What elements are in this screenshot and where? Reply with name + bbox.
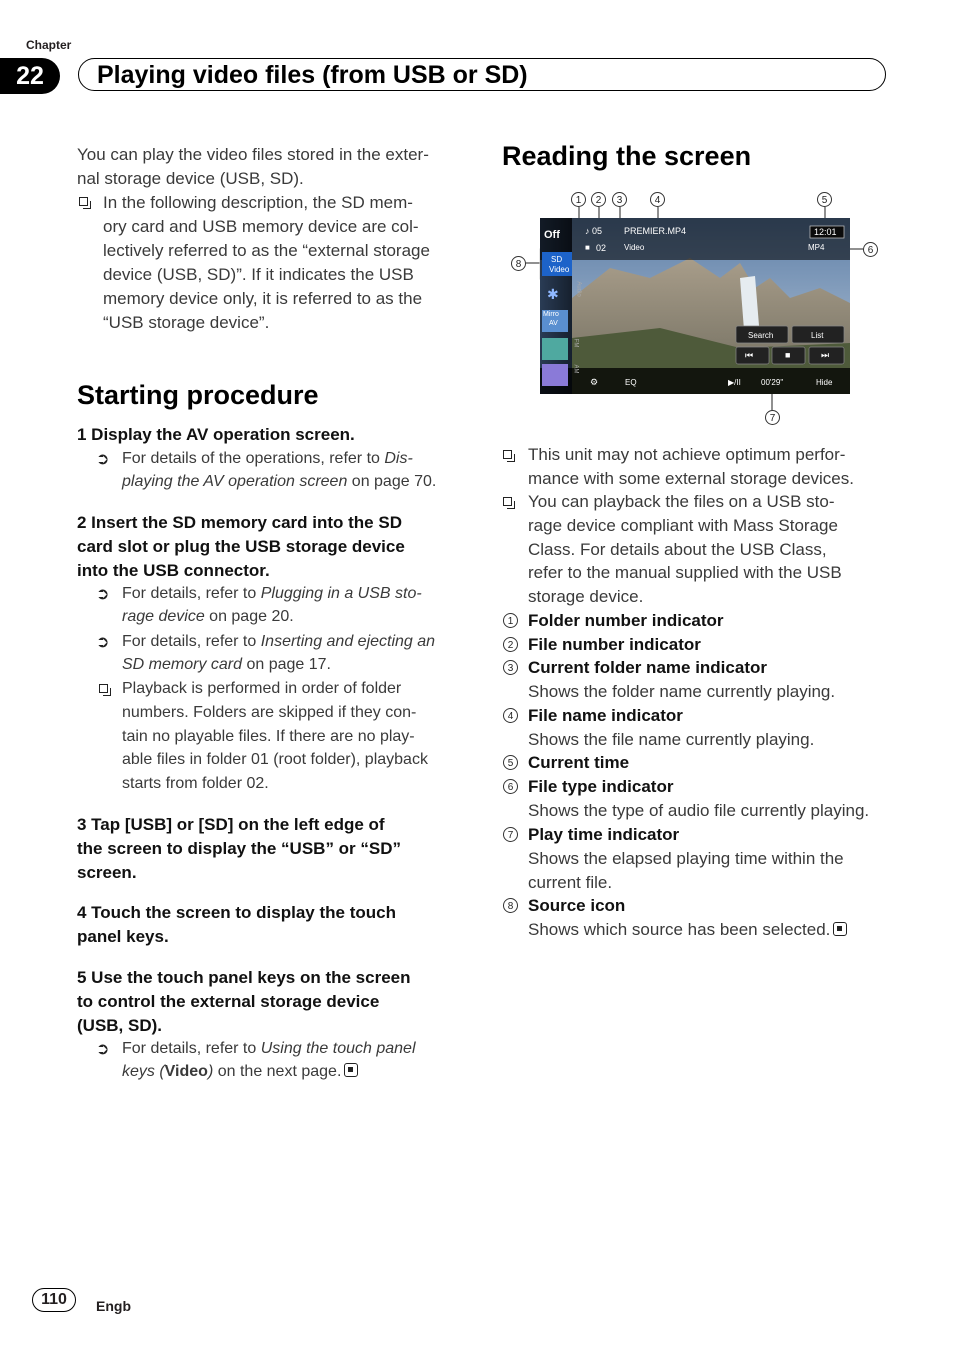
callout-3: 3 <box>612 192 627 207</box>
callout-1: 1 <box>571 192 586 207</box>
step-5-line: 5 Use the touch panel keys on the screen <box>77 968 411 987</box>
step-4-line: panel keys. <box>77 927 169 946</box>
folder-number-indicator: ♪ 05 <box>585 226 603 236</box>
legend-number-6: 6 <box>503 779 518 794</box>
av-screen-image <box>540 218 850 394</box>
ref-text: For details of the operations, refer to <box>122 450 385 467</box>
video-source-label: Video <box>549 265 570 274</box>
note-box-icon <box>503 497 512 506</box>
legend-desc-6: Shows the type of audio file currently playing. <box>528 801 870 820</box>
legend-title-8: Source icon <box>528 896 626 915</box>
audio-tab[interactable]: Audio <box>575 281 582 297</box>
arrow-icon: ➲ <box>96 634 110 651</box>
step-4 <box>77 901 396 949</box>
ref-text: on page 20. <box>204 608 294 625</box>
legend-number-7: 7 <box>503 827 518 842</box>
hide-button[interactable]: Hide <box>816 378 833 387</box>
file-number-indicator: 02 <box>596 243 607 253</box>
legend-desc-line: Shows the elapsed playing time within the <box>528 849 844 868</box>
am-tab[interactable]: AM <box>572 364 579 374</box>
intro-note-line: In the following description, the SD mem- <box>103 193 413 212</box>
settings-gear-icon[interactable]: ⚙ <box>590 377 599 387</box>
legend-number-2: 2 <box>503 637 518 652</box>
legend-number-5: 5 <box>503 755 518 770</box>
intro-note-line: ory card and USB memory device are col- <box>103 217 419 236</box>
step-2-reference-2 <box>122 630 435 676</box>
intro-paragraph <box>77 143 429 191</box>
note-line: This unit may not achieve optimum perfor- <box>528 445 846 464</box>
ref-text: For details, refer to <box>122 633 261 650</box>
ref-link: Plugging in a USB sto- <box>260 585 422 602</box>
note-box-icon <box>503 450 512 459</box>
step-1-reference <box>122 447 436 493</box>
folder-name-indicator: Video <box>624 243 645 252</box>
step-2 <box>77 511 405 583</box>
step-2-line: card slot or plug the USB storage device <box>77 537 405 556</box>
note-line: Playback is performed in order of folder <box>122 680 402 697</box>
ref-link: SD memory card <box>122 656 243 673</box>
note-line: starts from folder 02. <box>122 775 269 793</box>
callout-8: 8 <box>511 256 526 271</box>
language-label: Engb <box>96 1298 131 1314</box>
legend-title-5: Current time <box>528 753 630 772</box>
ref-link: rage device <box>122 608 205 625</box>
intro-note-line: lectively referred to as the “external storage <box>103 241 430 260</box>
legend-title-6: File type indicator <box>528 777 674 796</box>
step-2-line: 2 Insert the SD memory card into the SD <box>77 513 402 532</box>
chapter-title: Playing video files (from USB or SD) <box>97 61 528 89</box>
arrow-icon: ➲ <box>96 451 110 468</box>
end-mark-icon <box>344 1063 358 1077</box>
step-2-reference-1 <box>122 582 422 628</box>
intro-note-line: “USB storage device”. <box>103 313 270 332</box>
legend-title-4: File name indicator <box>528 706 683 725</box>
step-2-note <box>122 677 428 796</box>
list-button[interactable]: List <box>811 331 824 340</box>
step-3-line: 3 Tap [USB] or [SD] on the left edge of <box>77 815 385 834</box>
step-1: 1 Display the AV operation screen. <box>77 425 355 444</box>
play-time-indicator: 00'29" <box>761 378 784 387</box>
ref-link: playing the AV operation screen <box>122 473 348 490</box>
intro-line: You can play the video files stored in the exter- <box>77 145 429 164</box>
ref-text: on page 17. <box>242 656 331 673</box>
play-pause-button[interactable]: ▶/II <box>728 378 741 387</box>
previous-track-button[interactable]: ⏮ <box>745 350 754 360</box>
ref-link: Dis- <box>384 450 413 467</box>
off-button[interactable]: Off <box>544 229 560 241</box>
stop-button[interactable]: ■ <box>785 350 791 360</box>
ref-text: on page 70. <box>347 473 437 490</box>
step-3-line: the screen to display the “USB” or “SD” <box>77 839 402 858</box>
note-line: storage device. <box>528 587 644 607</box>
intro-note-line: device (USB, SD)”. If it indicates the USB <box>103 265 414 284</box>
callout-5: 5 <box>817 192 832 207</box>
step-5-line: to control the external storage device <box>77 992 380 1011</box>
folder-icon: ■ <box>585 243 590 252</box>
note-line: numbers. Folders are skipped if they con- <box>122 703 417 721</box>
current-time: 12:01 <box>814 227 837 237</box>
step-3 <box>77 813 401 885</box>
legend-number-1: 1 <box>503 613 518 628</box>
file-name-indicator: PREMIER.MP4 <box>624 226 687 236</box>
ref-bold: Video <box>164 1063 208 1080</box>
legend-number-4: 4 <box>503 708 518 723</box>
chapter-number-badge: 22 <box>0 58 60 94</box>
callout-4: 4 <box>650 192 665 207</box>
legend-desc-7 <box>528 847 844 895</box>
bluetooth-icon[interactable]: ✱ <box>547 286 559 302</box>
end-mark-icon <box>833 922 847 936</box>
ref-link: ) <box>207 1063 214 1080</box>
note-usb-class <box>528 490 842 609</box>
callout-2: 2 <box>591 192 606 207</box>
ref-link: keys ( <box>122 1063 165 1080</box>
step-4-line: 4 Touch the screen to display the touch <box>77 903 396 922</box>
note-performance <box>528 443 854 491</box>
note-line: refer to the manual supplied with the USB <box>528 563 842 583</box>
note-line: able files in folder 01 (root folder), playback <box>122 751 428 769</box>
legend-number-3: 3 <box>503 660 518 675</box>
step-5-reference <box>122 1037 416 1083</box>
step-3-line: screen. <box>77 863 137 882</box>
legend-desc-4: Shows the file name currently playing. <box>528 730 815 749</box>
starting-procedure-heading: Starting procedure <box>77 380 319 410</box>
mirror-tab-line1[interactable]: Mirro <box>543 311 559 318</box>
ref-link: Using the touch panel <box>260 1040 416 1057</box>
note-line: rage device compliant with Mass Storage <box>528 515 838 535</box>
legend-desc-8 <box>528 918 847 942</box>
note-box-icon <box>99 684 108 693</box>
next-track-button[interactable]: ⏭ <box>821 350 830 360</box>
note-line: mance with some external storage devices. <box>528 469 854 488</box>
note-line: tain no playable files. If there are no play- <box>122 727 415 745</box>
legend-desc-text: Shows which source has been selected. <box>528 920 831 939</box>
ref-text: For details, refer to <box>122 1040 261 1057</box>
reading-the-screen-heading: Reading the screen <box>502 141 752 171</box>
note-line: Class. For details about the USB Class, <box>528 539 827 559</box>
eq-button[interactable]: EQ <box>625 378 637 387</box>
callout-6: 6 <box>863 242 878 257</box>
page-number: 110 <box>32 1288 76 1312</box>
search-button[interactable]: Search <box>748 331 774 340</box>
file-type-indicator: MP4 <box>808 243 825 252</box>
legend-title-3: Current folder name indicator <box>528 658 767 677</box>
legend-number-8: 8 <box>503 898 518 913</box>
ref-text: on the next page. <box>213 1063 342 1080</box>
step-5 <box>77 966 411 1038</box>
legend-title-2: File number indicator <box>528 635 701 654</box>
mirror-tab-line2: AV <box>549 320 558 327</box>
intro-note <box>103 191 430 335</box>
arrow-icon: ➲ <box>96 586 110 603</box>
sd-source-label[interactable]: SD <box>551 255 563 264</box>
step-2-line: into the USB connector. <box>77 561 270 580</box>
legend-desc-3: Shows the folder name currently playing. <box>528 682 836 701</box>
intro-line: nal storage device (USB, SD). <box>77 169 304 188</box>
callout-7: 7 <box>765 410 780 425</box>
ref-text: For details, refer to <box>122 585 261 602</box>
ref-link: Inserting and ejecting an <box>260 633 436 650</box>
intro-note-line: memory device only, it is referred to as the <box>103 289 423 308</box>
legend-title-7: Play time indicator <box>528 825 680 844</box>
fm-tab[interactable]: FM <box>572 338 579 348</box>
arrow-icon: ➲ <box>96 1041 110 1058</box>
note-line: You can playback the files on a USB sto- <box>528 492 835 511</box>
step-5-line: (USB, SD). <box>77 1016 162 1035</box>
note-box-icon <box>79 197 88 206</box>
chapter-label: Chapter <box>26 38 72 52</box>
legend-desc-line: current file. <box>528 873 613 892</box>
legend-title-1: Folder number indicator <box>528 611 724 630</box>
